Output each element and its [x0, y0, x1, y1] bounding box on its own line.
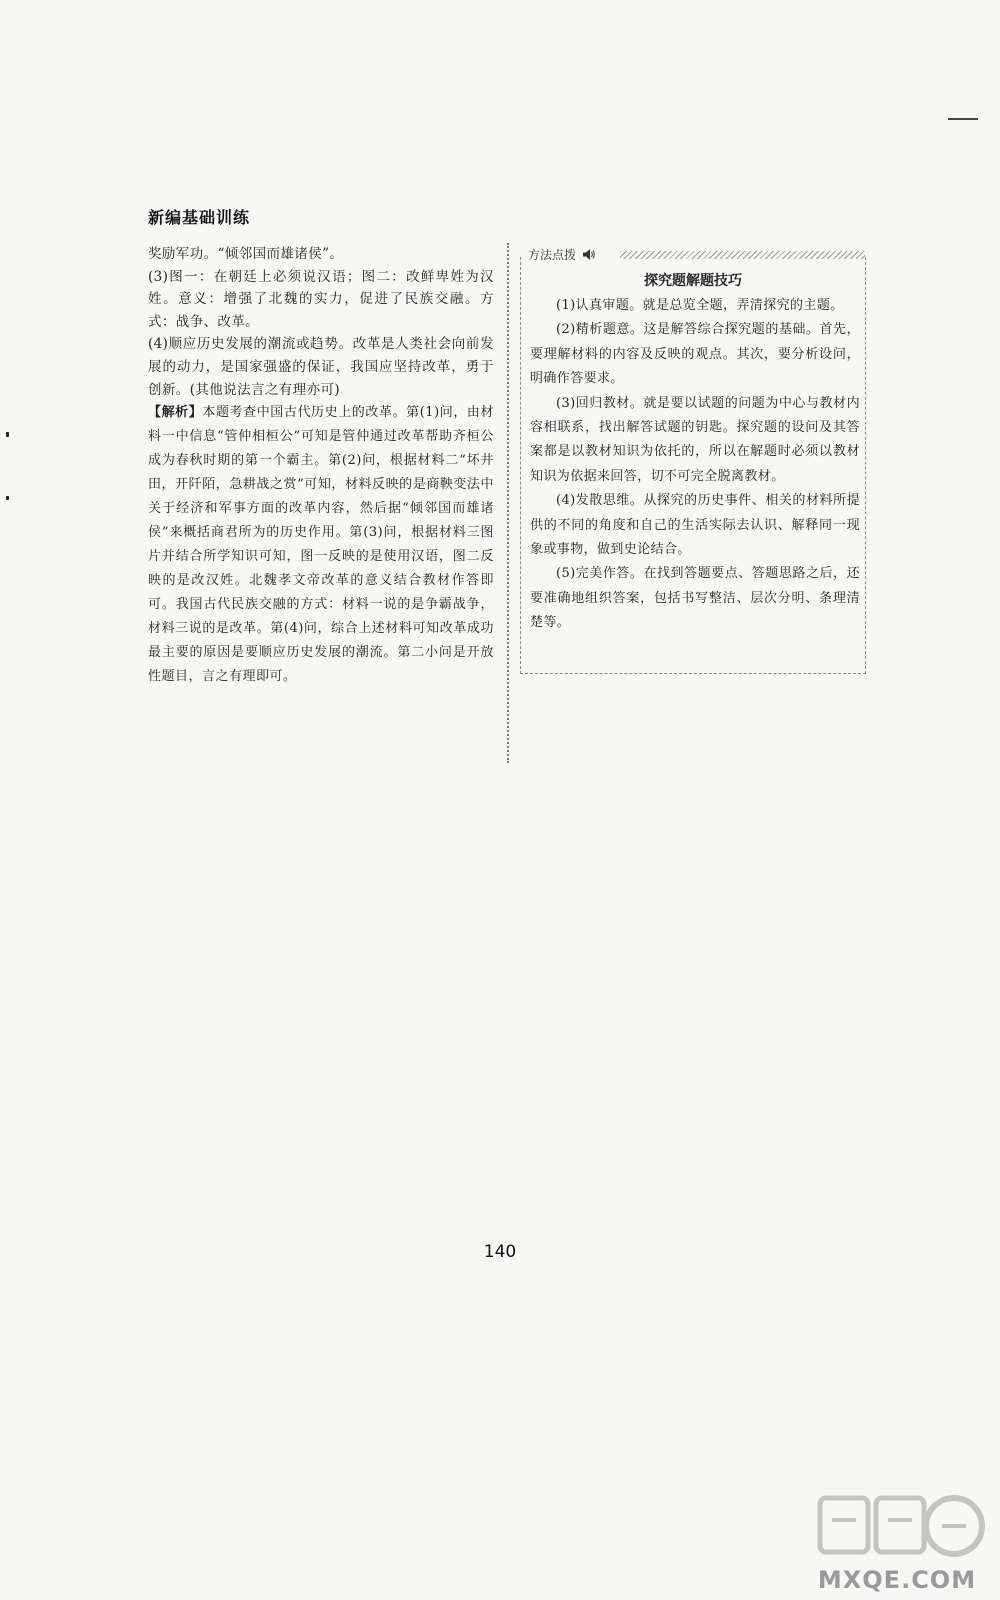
tips-title: 探究题解题技巧: [644, 273, 742, 289]
answer-line: (4)顺应历史发展的潮流或趋势。改革是人类社会向前发展的动力，是国家强盛的保证，我国应坚持改革，勇于创新。(其他说法言之有理亦可): [148, 336, 494, 398]
tips-paragraph: (2)精析题意。这是解答综合探究题的基础。首先，要理解材料的内容及反映的观点。其次，要分析设问，明确作答要求。: [530, 322, 860, 387]
page-number: 140: [483, 1242, 517, 1262]
method-tips-tab: [524, 246, 599, 263]
answer-column: [148, 243, 494, 689]
speaker-icon: [583, 249, 595, 260]
tips-hatch-decoration: [620, 251, 865, 259]
tips-body: [530, 294, 860, 636]
top-rule: [948, 118, 978, 120]
watermark-text: MXQE.COM: [817, 1566, 977, 1594]
answer-line: 奖励军功。“倾邻国而雄诸侯”。: [148, 246, 344, 262]
scan-speck: [6, 432, 9, 437]
scan-speck: [6, 496, 9, 500]
analysis-text: 本题考查中国古代历史上的改革。第(1)问，由材料一中信息“管仲相桓公”可知是管仲通过改革帮助齐桓公成为春秋时期的第一个霸主。第(2)问，根据材料二“坏井田，开阡陌，急耕战之赏”可知，材料反映的是商鞅变法中关于经济和军事方面的改革内容，然后据“倾邻国而雄诸侯”来概括商君所为的历史作用。第(3)问，根据材料三图片并结合所学知识可知，图一反映的是使用汉语，图二反映的是改汉姓。北魏孝文帝改革的意义结合教材作答即可。我国古代民族交融的方式：材料一说的是争霸战争，材料三说的是改革。第(4)问，综合上述材料可知改革成功最主要的原因是要顺应历史发展的潮流。第二小问是开放性题目，言之有理即可。: [148, 405, 494, 685]
tips-paragraph: (5)完美作答。在找到答题要点、答题思路之后，还要准确地组织答案，包括书写整洁、层次分明、条理清楚等。: [530, 566, 860, 631]
analysis-label: 【解析】: [148, 405, 203, 421]
tips-paragraph: (3)回归教材。就是要以试题的问题为中心与教材内容相联系，找出解答试题的钥匙。探究题的设问及其答案都是以教材知识为依托的，所以在解题时必须以教材知识为依据来回答，切不可完全脱离教材。: [530, 395, 860, 484]
tips-paragraph: (4)发散思维。从探究的历史事件、相关的材料所提供的不同的角度和自己的生活实际去认识、解释同一现象或事物，做到史论结合。: [530, 493, 860, 558]
column-divider: [507, 243, 509, 763]
answer-line: (3)图一：在朝廷上必须说汉语；图二：改鲜卑姓为汉姓。意义：增强了北魏的实力，促进了民族交融。方式：战争、改革。: [148, 268, 494, 330]
tips-tab-label: 方法点拨: [528, 248, 577, 262]
tips-paragraph: (1)认真审题。就是总览全题，弄清探究的主题。: [556, 298, 844, 313]
analysis-paragraph: [148, 401, 494, 689]
page-header-title: 新编基础训练: [148, 208, 251, 227]
